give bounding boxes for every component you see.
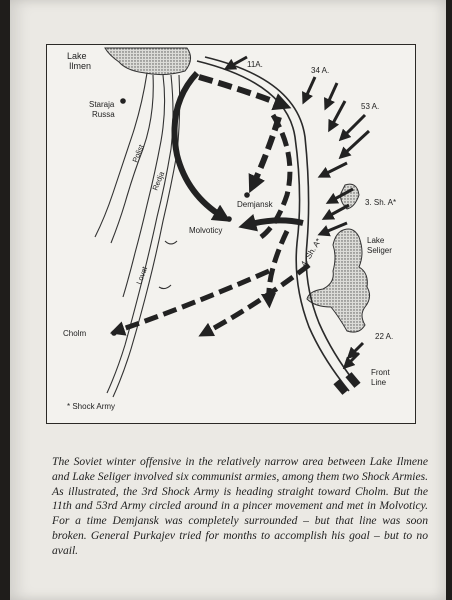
book-page xyxy=(10,0,446,600)
label-3-shock-army: 3. Sh. A* xyxy=(365,198,397,207)
legend-shock-army: * Shock Army xyxy=(67,402,116,411)
label-molvoticy: Molvoticy xyxy=(189,226,223,235)
label-lovat-river: Lovat xyxy=(134,265,150,286)
small-lake xyxy=(341,184,359,209)
label-army-22: 22 A. xyxy=(375,332,394,341)
label-cholm: Cholm xyxy=(63,329,87,338)
label-army-53: 53 A. xyxy=(361,102,380,111)
label-front-1: Front xyxy=(371,368,390,377)
label-demjansk: Demjansk xyxy=(237,200,273,209)
city-markers xyxy=(111,98,250,336)
map-frame xyxy=(46,44,416,424)
label-lake-ilmen-1: Lake xyxy=(67,51,87,61)
map-svg xyxy=(47,45,414,422)
label-lake-seliger-1: Lake xyxy=(367,236,385,245)
front-line xyxy=(197,57,357,391)
lake-ilmen xyxy=(105,48,191,75)
label-lake-seliger-2: Seliger xyxy=(367,246,392,255)
label-staraja-1: Staraja xyxy=(89,100,115,109)
figure-caption: The Soviet winter offensive in the relatively narrow area between Lake Ilmene and Lake Seliger involved six communist armies, among them two Shock Armies. As illustrated, the 3rd Shock Army is heading straight toward Cholm. But the 11th and 53rd Army circled around in a pincer movement and met in Molvoticy. For a time Demjansk was completely surrounded – but that line was soon broken. General Purkajev tried for months to accomplish his goal – but to no avail. xyxy=(52,455,428,557)
label-staraja-2: Russa xyxy=(92,110,115,119)
label-front-2: Line xyxy=(371,378,387,387)
label-redja-river: Redja xyxy=(150,170,167,192)
label-4-shock-army: 4. Sh. A* xyxy=(299,236,324,269)
label-polist-river: Polist xyxy=(130,143,146,164)
label-army-34: 34 A. xyxy=(311,66,330,75)
rivers xyxy=(95,73,180,397)
label-lake-ilmen-2: Ilmen xyxy=(69,61,92,71)
label-army-11: 11A. xyxy=(247,60,263,69)
